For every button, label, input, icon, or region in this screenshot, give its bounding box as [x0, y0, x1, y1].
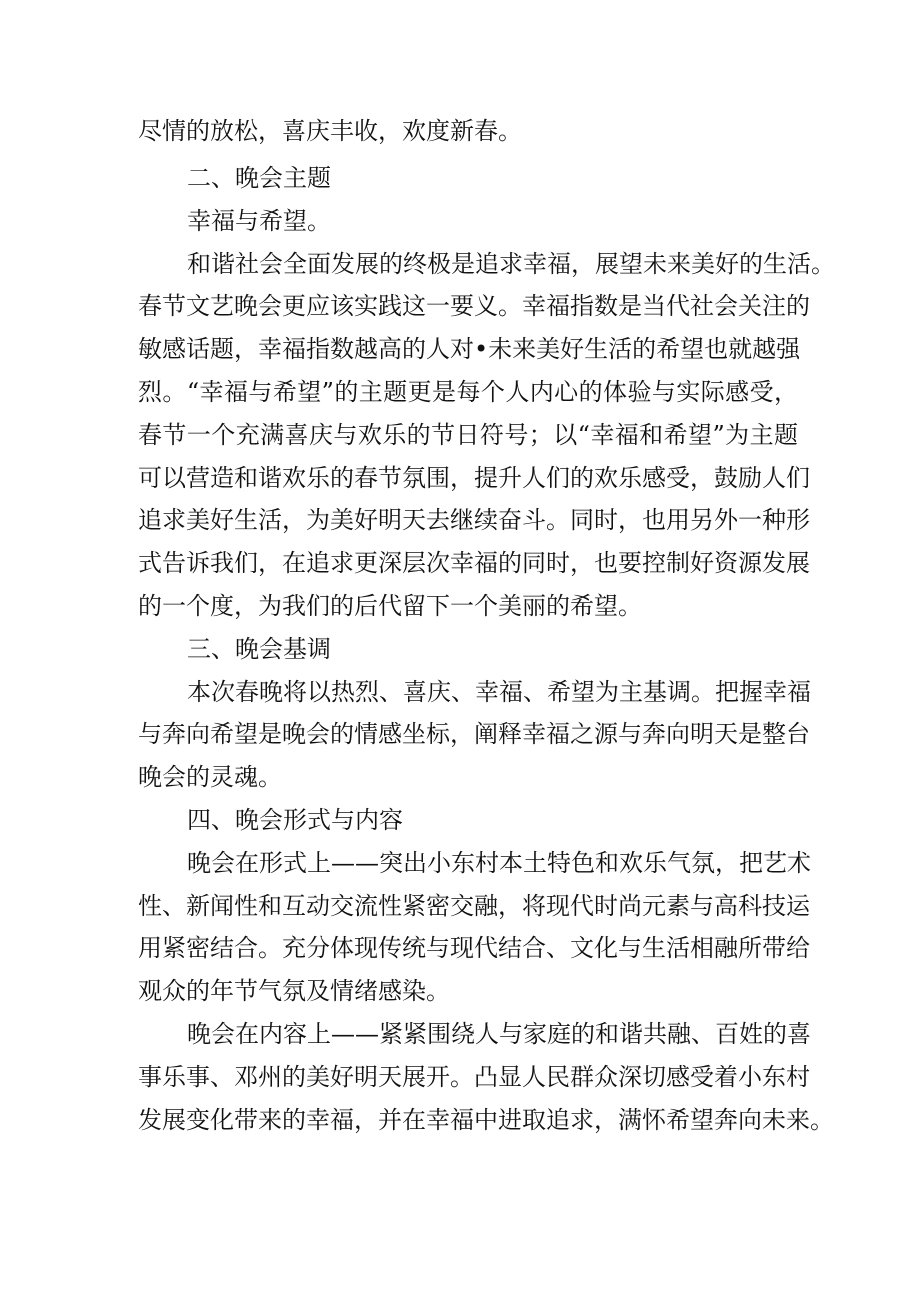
paragraph-line: 敏感话题，幸福指数越高的人对•未来美好生活的希望也就越强 — [138, 335, 801, 363]
section-heading-tone: 三、晚会基调 — [187, 635, 331, 663]
paragraph-line: 性、新闻性和互动交流性紧密交融，将现代时尚元素与高科技运 — [138, 892, 810, 920]
paragraph-line: 事乐事、邓州的美好明天展开。凸显人民群众深切感受着小东村 — [138, 1063, 810, 1091]
paragraph-line: 与奔向希望是晚会的情感坐标，阐释幸福之源与奔向明天是整台 — [138, 720, 810, 748]
paragraph-line: 春节文艺晚会更应该实践这一要义。幸福指数是当代社会关注的 — [138, 292, 810, 320]
paragraph-line: 晚会的灵魂。 — [138, 763, 282, 791]
paragraph-line: 烈。“幸福与希望”的主题更是每个人内心的体验与实际感受， — [138, 378, 798, 406]
paragraph-line: 发展变化带来的幸福，并在幸福中进取追求，满怀希望奔向未来。 — [138, 1106, 834, 1134]
paragraph-line: 可以营造和谐欢乐的春节氛围，提升人们的欢乐感受，鼓励人们 — [138, 464, 810, 492]
paragraph-line: 式告诉我们，在追求更深层次幸福的同时，也要控制好资源发展 — [138, 549, 810, 577]
section-heading-format-content: 四、晚会形式与内容 — [187, 806, 403, 834]
paragraph-line: 用紧密结合。充分体现传统与现代结合、文化与生活相融所带给 — [138, 934, 810, 962]
paragraph-line: 本次春晚将以热烈、喜庆、幸福、希望为主基调。把握幸福 — [187, 678, 811, 706]
paragraph-line: 春节一个充满喜庆与欢乐的节日符号；以“幸福和希望”为主题 — [138, 421, 798, 449]
paragraph-line: 观众的年节气氛及情绪感染。 — [138, 977, 450, 1005]
paragraph-line: 晚会在形式上——突出小东村本土特色和欢乐气氛，把艺术 — [187, 849, 811, 877]
theme-statement: 幸福与希望。 — [187, 207, 331, 235]
paragraph-continuation-line: 尽情的放松，喜庆丰收，欢度新春。 — [138, 117, 522, 145]
paragraph-line: 和谐社会全面发展的终极是追求幸福，展望未来美好的生活。 — [187, 250, 835, 278]
paragraph-line: 晚会在内容上——紧紧围绕人与家庭的和谐共融、百姓的喜 — [187, 1020, 811, 1048]
section-heading-theme: 二、晚会主题 — [187, 164, 331, 192]
paragraph-line: 的一个度，为我们的后代留下一个美丽的希望。 — [138, 592, 642, 620]
paragraph-line: 追求美好生活，为美好明天去继续奋斗。同时，也用另外一种形 — [138, 506, 810, 534]
